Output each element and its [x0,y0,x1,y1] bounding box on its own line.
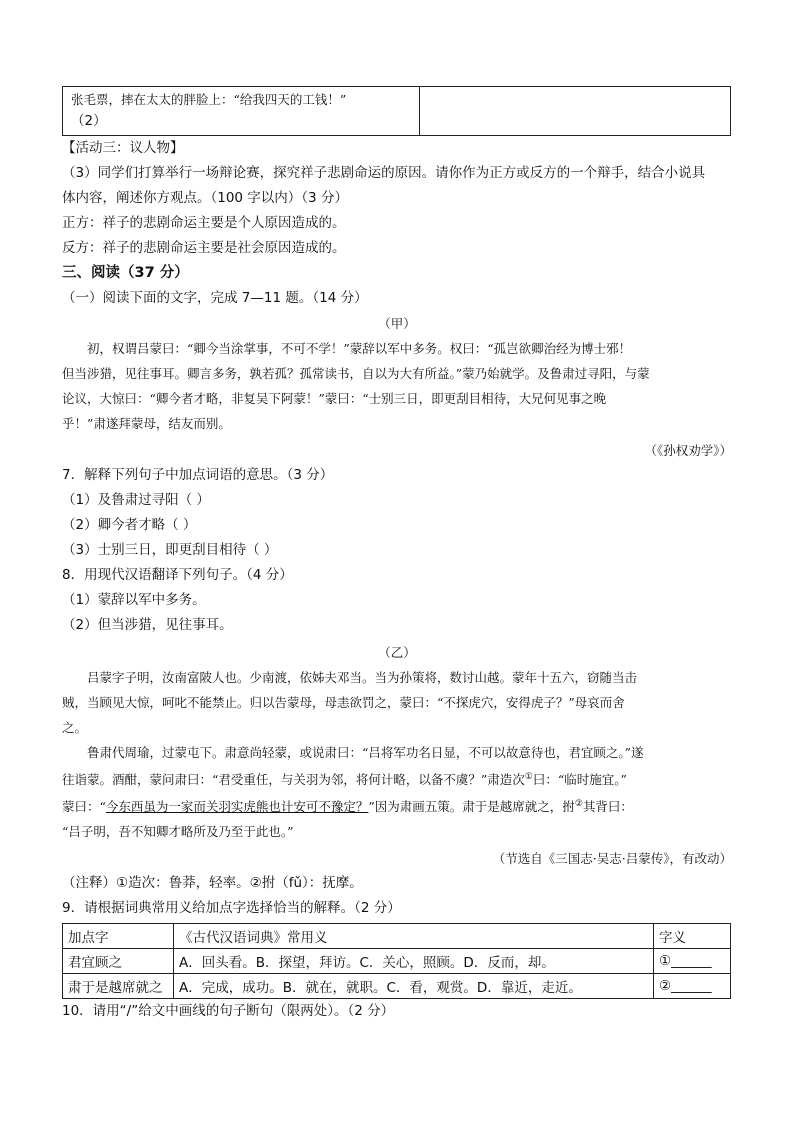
answer-table-left-cell [63,87,420,136]
question-8-item: （1）蒙辞以军中多务。 [62,592,206,608]
exam-page [62,86,732,1024]
passage-b-line: 吕蒙字子明，汝南富陂人也。少南渡，依姊夫邓当。当为孙策将，数讨山越。蒙年十五六，窃随当击 [87,670,638,685]
passage-b-label: （乙） [378,645,416,660]
passage-b-text: 蒙曰：“ [62,799,106,815]
passage-b-line: 贼，当顾见大惊，呵叱不能禁止。归以告蒙母，母恚欲罚之，蒙曰：“不探虎穴，安得虎子？”母哀而舍 [62,695,625,710]
quote-line: 张毛票，摔在太太的胖脸上：“给我四天的工钱！” [71,92,347,107]
passage-a-line: 论议，大惊曰：“卿今者才略，非复吴下阿蒙！”蒙曰：“士别三日，即更刮目相待，大兄何见事之晚 [62,391,607,406]
note-2-marker: ② [574,799,583,810]
answer-table-right-cell[interactable] [420,87,731,136]
table-row [63,949,731,974]
underlined-sentence: 今东西虽为一家而关羽实虎熊也计安可不豫定？ [105,799,369,815]
question-3-line-1: （3）同学们打算举行一场辩论赛，探究祥子悲剧命运的原因。请你作为正方或反方的一个辩手，结合小说具 [62,165,706,181]
passage-b-line: 之。 [62,720,88,735]
passage-b-text: 曰：“临时施宜。” [532,772,627,788]
passage-b-line [62,792,732,819]
question-10-stem: 10．请用“/”给文中画线的句子断句（限两处）。（2 分） [62,1003,395,1020]
passage-b-line: “吕子明，吾不知卿才略所及乃至于此也。” [62,824,294,840]
question-8-stem: 8．用现代汉语翻译下列句子。（4 分） [62,567,293,583]
table-cell: A．回头看。B．探望，拜访。C．关心，照顾。D．反而，却。 [174,949,654,974]
table-cell: 肃于是越席就之 [63,974,174,999]
passage-a-source: （《孙权劝学》） [644,443,732,458]
question-7-item: （3）士别三日，即更刮目相待（ ） [62,542,278,558]
table-cell: 君宜顾之 [63,949,174,974]
pro-side: 正方：祥子的悲剧命运主要是个人原因造成的。 [62,215,346,231]
passage-b [62,665,732,844]
table-row [63,974,731,999]
activity-title: 【活动三：议人物】 [62,140,184,156]
answer-table [62,86,731,136]
table-cell: A．完成，成功。B．就在，就职。C．看，观赏。D．靠近，走近。 [174,974,654,999]
passage-a-label: （甲） [378,316,416,331]
table-header-row [63,924,731,949]
header-cell: 字义 [654,924,731,949]
answer-blank[interactable]: ①______ [654,949,731,974]
passage-a [62,336,732,436]
passage-a-line: 初，权谓吕蒙曰：“卿今当涂掌事，不可不学！”蒙辞以军中多务。权曰：“孤岂欲卿治经为博士邪！ [87,341,632,356]
section-heading: 三、阅读（37 分） [62,265,189,281]
question-3-line-2: 体内容，阐述你方观点。（100 字以内）（3 分） [62,190,348,206]
header-cell: 加点字 [63,924,174,949]
passage-b-text: ”因为肃画五策。肃于是越席就之，拊 [368,799,575,815]
item-number: （2） [71,113,107,129]
question-7-stem: 7．解释下列句子中加点词语的意思。（3 分） [62,467,334,483]
annotations: （注释）①造次：鲁莽，轻率。②拊（fǔ）：抚摩。 [62,875,363,892]
dictionary-table [62,923,731,999]
question-7-item: （2）卿今者才略（ ） [62,517,197,533]
header-cell: 《古代汉语词典》常用义 [174,924,654,949]
passage-a-line: 乎！”肃遂拜蒙母，结友而别。 [62,416,231,431]
con-side: 反方：祥子的悲剧命运主要是社会原因造成的。 [62,240,346,256]
passage-b-text: 其背曰： [582,799,633,815]
passage-b-text: 往诣蒙。酒酣，蒙问肃曰：“君受重任，与关羽为邻，将何计略，以备不虞？”肃造次 [62,772,525,788]
passage-a-line: 但当涉猎，见往事耳。卿言多务，孰若孤？孤常读书，自以为大有所益。”蒙乃始就学。及鲁肃过寻阳，与蒙 [62,366,650,381]
passage-b-line: 鲁肃代周瑜，过蒙屯下。肃意尚轻蒙，或说肃曰：“吕将军功名日显，不可以故意待也，君宜顾之。”遂 [87,745,644,760]
note-1-marker: ① [524,772,533,782]
section-subheading: （一）阅读下面的文字，完成 7—11 题。（14 分） [62,290,368,306]
question-9-stem: 9．请根据词典常用义给加点字选择恰当的解释。（2 分） [62,900,401,917]
answer-blank[interactable]: ②______ [654,974,731,999]
passage-b-line [62,765,732,792]
question-7-item: （1）及鲁肃过寻阳（ ） [62,492,210,508]
passage-b-source: （节选自《三国志·吴志·吕蒙传》，有改动） [492,851,732,867]
question-8-item: （2）但当涉猎，见往事耳。 [62,617,233,633]
